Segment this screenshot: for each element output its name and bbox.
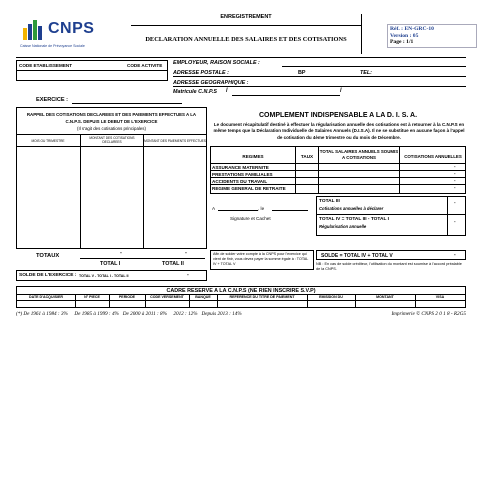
complement-heading: COMPLEMENT INDISPENSABLE A LA D. I. S. A. <box>258 112 418 119</box>
contribution-rates-note: (*) De 1961 à 1984 : 3% De 1985 à 1999 : 4% De 2000 à 2011 : 8% 2012 : 12% Depuis 2013 : 14% <box>16 311 242 317</box>
total4-sub: Régularisation annuelle <box>319 224 367 229</box>
solde-box <box>316 250 466 260</box>
total2-label: TOTAL II <box>162 261 184 267</box>
regimes-table <box>210 146 466 194</box>
payment-note: Afin de solder votre compte à la CNPS pour l'exercice qui vient de finir, vous devez payer la somme égale à : TOTAL IV + TOTAL V <box>210 250 314 270</box>
col-paiements-header: MONTANT DES PAIEMENTS EFFECTUES <box>144 139 206 143</box>
rappel-subtitle: (Il s'agit des cotisations principales) <box>77 126 146 131</box>
reserve-col-header: MONTANT <box>376 295 394 299</box>
page-number: Page : 1/1 <box>390 39 414 46</box>
cotisations-header: COTISATIONS ANNUELLES <box>404 154 462 159</box>
regime-row-value: - <box>454 178 456 183</box>
reference-box <box>387 24 477 48</box>
reserve-cnps-table <box>16 286 466 308</box>
reserve-col-header: CODE VERSEMENT <box>150 295 184 299</box>
total1-label: TOTAL I <box>100 261 121 267</box>
code-row <box>16 60 168 71</box>
reserve-col-header: BANQUE <box>195 295 211 299</box>
totals-box <box>316 196 466 236</box>
matricule-label: Matricule C.N.P.S <box>173 89 217 95</box>
total-salaires-header: TOTAL SALAIRES ANNUELS SOUMIS A COTISATIONS <box>319 149 399 160</box>
total1-value: - <box>120 250 122 256</box>
raison-sociale-field[interactable] <box>282 66 466 67</box>
logo-subtitle: Caisse Nationale de Prévoyance Sociale <box>20 44 85 48</box>
regime-row-value: - <box>454 171 456 176</box>
complement-text: Le document récapitulatif destiné à effectuer la régularisation annuelle des cotisations est à retourner à la C.N.P.S en même temps que la Déclaration Individuelle de Salaires Annuels (D.I.S.A). Il ne se substitue en aucune façon à l'appel de cotisation du 4ème trimestre ou du mois de Décembre. <box>213 122 465 140</box>
solde-exercice-formula: TOTAL V - TOTAL I - TOTAL II <box>79 274 129 278</box>
place-field[interactable] <box>218 210 258 211</box>
regime-row-label: ASSURANCE MATERNITE <box>212 165 269 170</box>
matricule-separator: / <box>340 88 342 94</box>
regime-row-label: ACCIDENTS DU TRAVAIL <box>212 179 268 184</box>
header-divider <box>361 14 362 54</box>
adresse-geo-label: ADRESSE GEOGRAPHIQUE : <box>173 80 249 86</box>
code-input-row[interactable] <box>16 71 168 81</box>
totaux-label: TOTAUX <box>36 253 60 259</box>
reserve-col-header: EMISSION DU <box>319 295 343 299</box>
printer-credit: Imprimerie © CNPS 2 0 1 8 - R2G5 <box>391 311 466 317</box>
reserve-col-header: VISA <box>435 295 445 299</box>
reserve-title: CADRE RESERVE A LA C.N.P.S (NE RIEN INSCRIRE S.V.P) <box>166 288 316 294</box>
rappel-cotisations-table <box>16 107 207 249</box>
total4-label: TOTAL IV = TOTAL III - TOTAL I <box>319 217 389 222</box>
cnps-logo-icon <box>22 18 44 40</box>
regimes-header: REGIMES <box>242 154 264 159</box>
nb-note: NB : En cas de solde créditeur, l'utilisation du montant est soumise à l'accord préalable de la CNPS. <box>316 262 462 271</box>
matricule-separator: / <box>226 88 228 94</box>
form-category: ENREGISTREMENT <box>131 14 361 26</box>
logo-text: CNPS <box>48 20 95 37</box>
reserve-col-header: REFERENCE DU TITRE DE PAIEMENT <box>229 295 295 299</box>
cnps-logo <box>14 16 126 54</box>
version-label: Version : 05 <box>390 32 419 39</box>
solde-box-value: - <box>454 252 456 258</box>
raison-sociale-label: EMPLOYEUR, RAISON SOCIALE : <box>173 60 260 66</box>
col-declarees-header: MONTANT DES COTISATIONS DECLAREES <box>89 136 135 144</box>
rappel-title: RAPPEL DES COTISATIONS DECLAREES ET DES PAIEMENTS EFFECTUES A LA C.N.P.S. DEPUIS LE DEBUT DE L'EXERCICE <box>26 112 197 124</box>
solde-box-label: SOLDE = TOTAL IV + TOTAL V <box>321 253 393 259</box>
signature-label: Signature et Cachet <box>230 216 271 221</box>
total2-value: - <box>185 250 187 256</box>
solde-exercice-row <box>16 270 207 281</box>
reference-code: Réf. : EN-GRC-10 <box>390 26 434 32</box>
taux-header: TAUX <box>300 154 314 159</box>
reserve-col-header: DATE D'ACQUISIER <box>29 295 63 299</box>
form-title: DECLARATION ANNUELLE DES SALAIRES ET DES COTISATIONS <box>145 36 347 43</box>
place-label: A <box>212 206 216 211</box>
bp-label: BP <box>298 70 306 76</box>
regime-row-label: PRESTATIONS FAMILIALES <box>212 172 273 177</box>
code-activite-label: CODE ACTIVITE <box>127 63 163 68</box>
date-label: , le <box>258 206 265 211</box>
adresse-postale-field[interactable] <box>173 76 466 77</box>
regime-row-value: - <box>454 164 456 169</box>
adresse-geo-field[interactable] <box>173 86 466 87</box>
regime-row-value: - <box>454 185 456 190</box>
total4-value: - <box>454 220 456 225</box>
date-field[interactable] <box>272 210 308 211</box>
matricule-field[interactable] <box>232 95 340 96</box>
total3-value: - <box>454 201 456 206</box>
solde-exercice-label: SOLDE DE L'EXERCICE : <box>19 273 77 278</box>
total3-label: TOTAL III <box>319 199 340 204</box>
solde-exercice-value: - <box>187 272 189 278</box>
reserve-col-header: N° PIECE <box>84 295 100 299</box>
tel-label: TEL: <box>360 70 372 76</box>
exercice-label: EXERCICE : <box>36 97 69 103</box>
regime-row-label: REGIME GENERAL DE RETRAITE <box>212 186 286 191</box>
col-mois-header: MOIS OU TRIMESTRE <box>31 139 65 143</box>
header-rule <box>16 57 466 58</box>
code-etablissement-label: CODE ETABLISSEMENT <box>19 63 73 68</box>
exercice-field[interactable] <box>72 103 182 104</box>
adresse-postale-label: ADRESSE POSTALE : <box>173 70 229 76</box>
reserve-col-header: PERIODE <box>118 295 136 299</box>
total3-sub: Cotisations annuelles à déclarer <box>319 206 384 211</box>
